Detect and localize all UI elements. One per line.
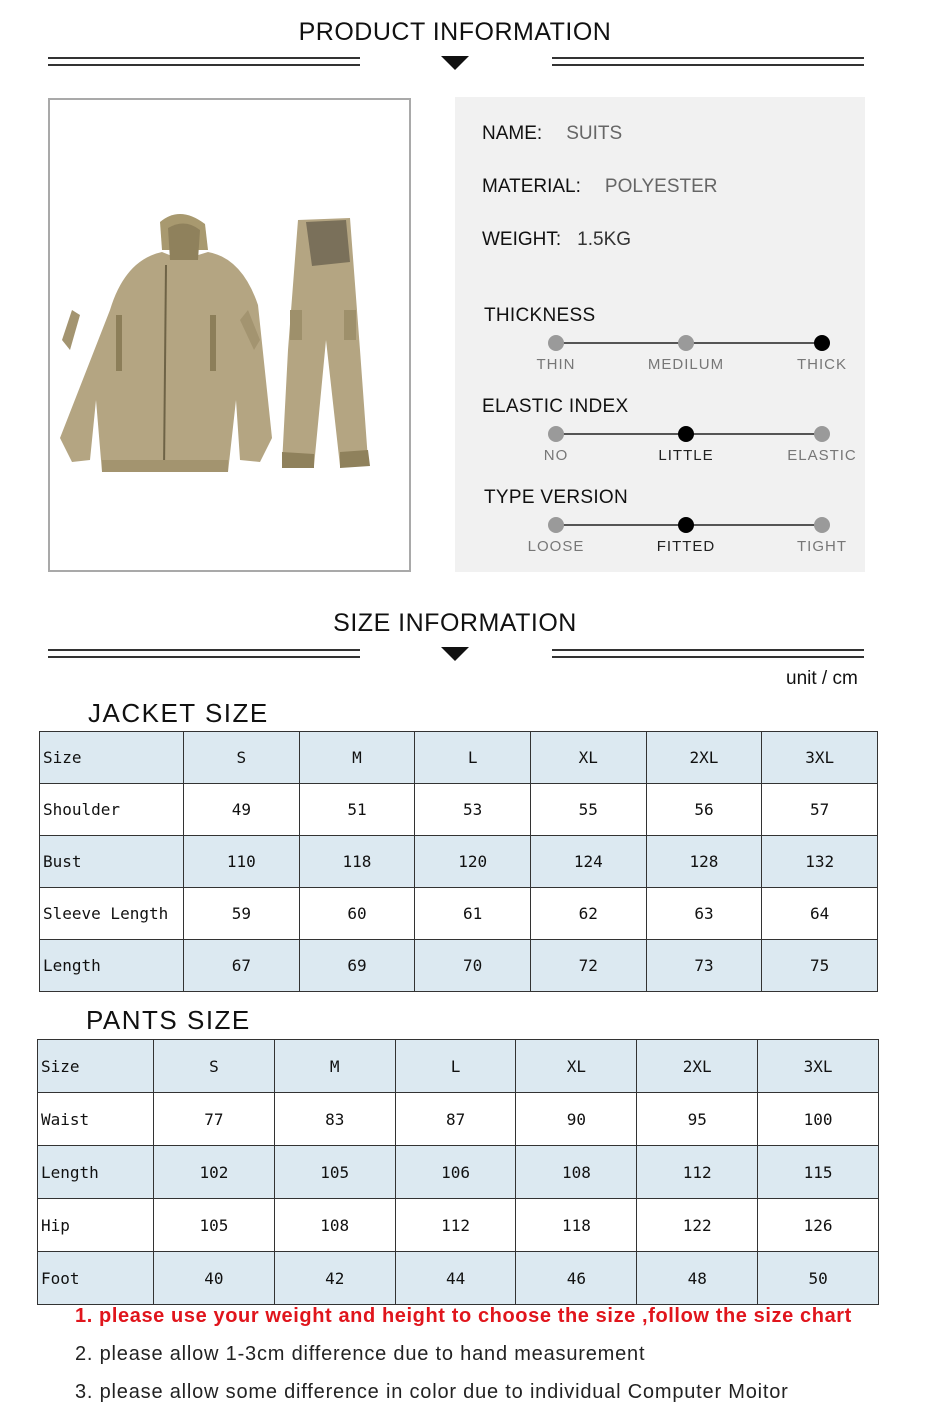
- size-rule-right: [552, 649, 864, 658]
- table-cell: 115: [758, 1146, 879, 1199]
- table-cell: 59: [184, 888, 300, 940]
- elastic-option-little: LITTLE: [658, 447, 714, 464]
- table-cell: 49: [184, 784, 300, 836]
- table-cell: 3XL: [758, 1040, 879, 1093]
- thickness-option-thick: THICK: [797, 356, 847, 373]
- table-cell: 61: [415, 888, 531, 940]
- table-cell: 44: [395, 1252, 516, 1305]
- table-cell: 118: [299, 836, 415, 888]
- table-row: [40, 836, 878, 888]
- table-row: [38, 1199, 879, 1252]
- thickness-title: THICKNESS: [484, 305, 596, 326]
- table-cell: 63: [646, 888, 762, 940]
- table-cell: 55: [530, 784, 646, 836]
- table-cell: 60: [299, 888, 415, 940]
- table-cell: Size: [40, 732, 184, 784]
- table-cell: 56: [646, 784, 762, 836]
- jacket-illustration: [60, 214, 272, 472]
- title-rule-right: [552, 57, 864, 66]
- type-dot-fitted: [678, 517, 694, 533]
- table-cell: Bust: [40, 836, 184, 888]
- material-label: MATERIAL:: [482, 176, 581, 197]
- table-cell: 105: [274, 1146, 395, 1199]
- table-cell: XL: [516, 1040, 637, 1093]
- table-cell: 112: [395, 1199, 516, 1252]
- jacket-size-title: JACKET SIZE: [88, 698, 269, 728]
- table-cell: 2XL: [637, 1040, 758, 1093]
- weight-label: WEIGHT:: [482, 229, 562, 250]
- table-cell: Length: [38, 1146, 154, 1199]
- thickness-option-medium: MEDILUM: [647, 356, 725, 373]
- table-cell: 42: [274, 1252, 395, 1305]
- table-cell: 77: [154, 1093, 275, 1146]
- material-value: POLYESTER: [604, 176, 718, 197]
- thickness-dot-thick: [814, 335, 830, 351]
- pants-size-table: [37, 1039, 879, 1305]
- elastic-title: ELASTIC INDEX: [482, 396, 629, 417]
- note-size-advice: 1. please use your weight and height to choose the size ,follow the size chart: [75, 1305, 852, 1327]
- table-row: [40, 940, 878, 992]
- table-cell: 87: [395, 1093, 516, 1146]
- table-cell: 57: [762, 784, 878, 836]
- table-cell: 110: [184, 836, 300, 888]
- table-cell: Foot: [38, 1252, 154, 1305]
- elastic-dot-elastic: [814, 426, 830, 442]
- type-dot-loose: [548, 517, 564, 533]
- weight-value: 1.5KG: [577, 229, 632, 250]
- table-row: [38, 1252, 879, 1305]
- table-cell: 72: [530, 940, 646, 992]
- table-cell: 70: [415, 940, 531, 992]
- table-cell: 102: [154, 1146, 275, 1199]
- table-cell: 83: [274, 1093, 395, 1146]
- table-cell: Hip: [38, 1199, 154, 1252]
- table-cell: 100: [758, 1093, 879, 1146]
- unit-label: unit / cm: [786, 668, 858, 689]
- table-row: [38, 1146, 879, 1199]
- table-cell: 126: [758, 1199, 879, 1252]
- size-info-title: SIZE INFORMATION: [333, 609, 577, 637]
- elastic-option-elastic: ELASTIC: [787, 447, 857, 464]
- down-triangle-icon: [441, 56, 469, 70]
- table-row: [40, 888, 878, 940]
- down-triangle-icon-2: [441, 647, 469, 661]
- table-cell: S: [154, 1040, 275, 1093]
- table-row: [38, 1040, 879, 1093]
- table-cell: 122: [637, 1199, 758, 1252]
- table-cell: M: [274, 1040, 395, 1093]
- table-cell: 124: [530, 836, 646, 888]
- table-cell: 46: [516, 1252, 637, 1305]
- note-measurement: 2. please allow 1-3cm difference due to hand measurement: [75, 1343, 646, 1365]
- table-cell: 106: [395, 1146, 516, 1199]
- table-cell: 108: [516, 1146, 637, 1199]
- jacket-size-table: [39, 731, 878, 992]
- thickness-dot-medium: [678, 335, 694, 351]
- table-cell: 48: [637, 1252, 758, 1305]
- table-cell: Length: [40, 940, 184, 992]
- weight-row: [482, 229, 631, 251]
- table-cell: 105: [154, 1199, 275, 1252]
- title-rule-left: [48, 57, 360, 66]
- table-cell: 128: [646, 836, 762, 888]
- table-cell: 69: [299, 940, 415, 992]
- table-row: [38, 1093, 879, 1146]
- name-row: [482, 123, 622, 145]
- table-cell: 108: [274, 1199, 395, 1252]
- table-cell: 75: [762, 940, 878, 992]
- type-option-loose: LOOSE: [527, 538, 585, 555]
- type-option-fitted: FITTED: [656, 538, 716, 555]
- name-value: SUITS: [566, 123, 623, 144]
- table-cell: L: [395, 1040, 516, 1093]
- product-image: [50, 100, 409, 570]
- table-cell: 64: [762, 888, 878, 940]
- thickness-dot-thin: [548, 335, 564, 351]
- table-row: [40, 732, 878, 784]
- elastic-option-no: NO: [543, 447, 569, 464]
- table-cell: 73: [646, 940, 762, 992]
- table-cell: S: [184, 732, 300, 784]
- table-cell: 112: [637, 1146, 758, 1199]
- table-cell: 50: [758, 1252, 879, 1305]
- type-version-title: TYPE VERSION: [484, 487, 629, 508]
- note-color: 3. please allow some difference in color due to individual Computer Moitor: [75, 1381, 789, 1403]
- product-info-panel: [455, 97, 865, 572]
- table-cell: 62: [530, 888, 646, 940]
- table-cell: 95: [637, 1093, 758, 1146]
- elastic-dot-little: [678, 426, 694, 442]
- elastic-dot-no: [548, 426, 564, 442]
- product-info-title: PRODUCT INFORMATION: [298, 18, 612, 46]
- table-cell: 118: [516, 1199, 637, 1252]
- table-cell: Size: [38, 1040, 154, 1093]
- table-cell: Sleeve Length: [40, 888, 184, 940]
- product-photo-frame: [48, 98, 411, 572]
- table-row: [40, 784, 878, 836]
- table-cell: M: [299, 732, 415, 784]
- table-cell: 132: [762, 836, 878, 888]
- pants-illustration: [282, 218, 370, 468]
- table-cell: 2XL: [646, 732, 762, 784]
- table-cell: Waist: [38, 1093, 154, 1146]
- name-label: NAME:: [482, 123, 543, 144]
- table-cell: 51: [299, 784, 415, 836]
- table-cell: 40: [154, 1252, 275, 1305]
- table-cell: 67: [184, 940, 300, 992]
- table-cell: XL: [530, 732, 646, 784]
- table-cell: L: [415, 732, 531, 784]
- table-cell: Shoulder: [40, 784, 184, 836]
- table-cell: 53: [415, 784, 531, 836]
- type-option-tight: TIGHT: [797, 538, 847, 555]
- size-rule-left: [48, 649, 360, 658]
- thickness-option-thin: THIN: [536, 356, 576, 373]
- table-cell: 120: [415, 836, 531, 888]
- table-cell: 3XL: [762, 732, 878, 784]
- table-cell: 90: [516, 1093, 637, 1146]
- type-dot-tight: [814, 517, 830, 533]
- material-row: [482, 176, 718, 198]
- pants-size-title: PANTS SIZE: [86, 1005, 251, 1035]
